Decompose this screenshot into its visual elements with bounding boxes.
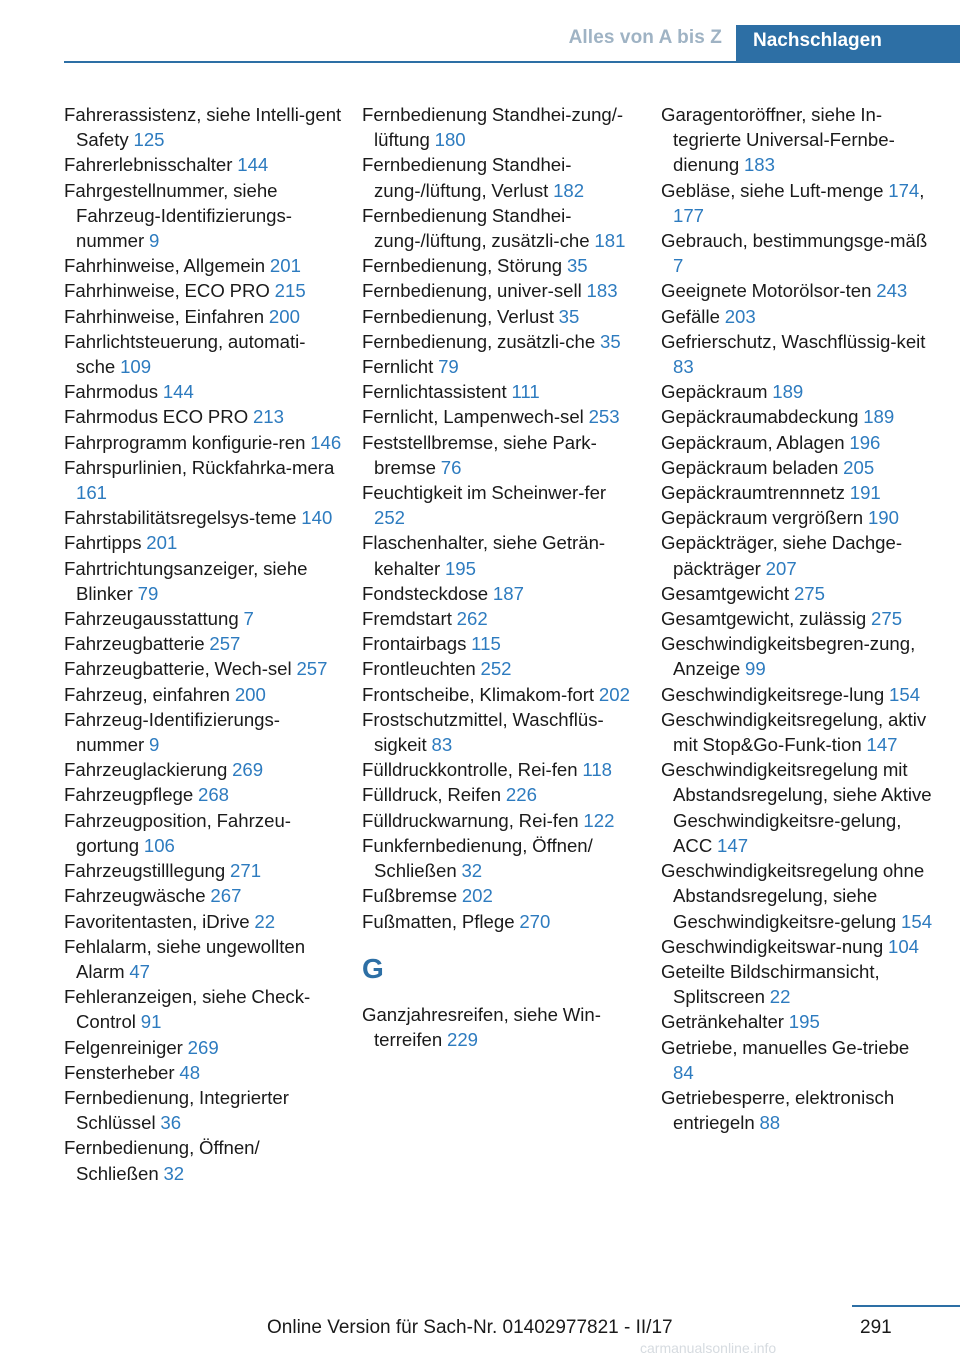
index-entry <box>64 1135 342 1185</box>
index-term: Fehleranzeigen, siehe Check-Control <box>64 986 311 1033</box>
index-entry <box>661 631 933 681</box>
footer-rule <box>852 1305 960 1307</box>
index-entry <box>661 278 933 303</box>
page-reference-link[interactable]: 36 <box>160 1112 182 1134</box>
index-term: Geschwindigkeitsregelung ohne Abstandsregelung, siehe Geschwindigkeitsre-gelung <box>661 860 925 932</box>
index-entry <box>64 707 342 757</box>
index-term: Fahrtrichtungsanzeiger, siehe Blinker <box>64 557 308 604</box>
index-term: Fernlicht <box>362 356 434 378</box>
index-term: Gepäckraumabdeckung <box>661 406 859 428</box>
page-reference-link[interactable]: 202 <box>461 885 493 907</box>
index-term: Favoritentasten, iDrive <box>64 910 250 932</box>
page-reference-link[interactable]: 106 <box>143 834 175 856</box>
index-entry <box>64 253 342 278</box>
index-entry <box>64 278 342 303</box>
page-reference-link[interactable]: 275 <box>793 582 825 604</box>
index-entry <box>661 707 933 757</box>
index-term: Frostschutzmittel, Waschflüs-sigkeit <box>362 708 604 756</box>
index-term: Gesamtgewicht, zulässig <box>661 608 867 630</box>
index-entry <box>661 1035 933 1085</box>
index-letter-g: G <box>362 952 384 984</box>
page-reference-link[interactable]: 257 <box>209 633 241 655</box>
page-reference-link[interactable]: 226 <box>505 784 537 806</box>
index-term: Frontscheibe, Klimakom-fort <box>362 683 595 705</box>
index-entry <box>661 304 933 329</box>
page-reference-link[interactable]: 196 <box>849 431 881 453</box>
page-reference-link[interactable]: 203 <box>724 305 756 327</box>
index-entry <box>362 782 640 807</box>
index-entry <box>64 102 342 152</box>
index-term: Fahrlichtsteuerung, automati-sche <box>64 330 306 378</box>
index-term: Gepäckraumtrennnetz <box>661 482 845 504</box>
index-term: Fremdstart <box>362 608 452 630</box>
index-term: Gesamtgewicht <box>661 582 790 604</box>
page-reference-link[interactable]: 275 <box>871 608 903 630</box>
index-term: Fahrzeugpflege <box>64 784 194 806</box>
index-entry <box>661 505 933 530</box>
page-reference-link[interactable]: 144 <box>162 381 194 403</box>
index-entry <box>661 329 933 379</box>
index-term: Fahrzeugwäsche <box>64 885 206 907</box>
index-entry <box>64 631 342 656</box>
index-entry <box>64 505 342 530</box>
index-entry <box>64 304 342 329</box>
index-term: Fahrhinweise, Einfahren <box>64 305 265 327</box>
page-reference-link[interactable]: 180 <box>434 129 466 151</box>
page-reference-link[interactable]: 253 <box>588 406 620 428</box>
index-entry <box>661 404 933 429</box>
index-entry <box>64 1035 342 1060</box>
index-term: Gepäckraum beladen <box>661 456 839 478</box>
index-term: Fernbedienung, univer-sell <box>362 280 582 302</box>
index-entry <box>64 1060 342 1085</box>
page-reference-link[interactable]: 35 <box>566 255 588 277</box>
page-reference-link[interactable]: 161 <box>76 482 108 504</box>
index-term: Fülldruck, Reifen <box>362 784 502 806</box>
page-reference-link[interactable]: 83 <box>431 734 453 756</box>
page-reference-link[interactable]: 269 <box>232 759 264 781</box>
page-reference-link[interactable]: 118 <box>582 759 613 781</box>
page-reference-link[interactable]: 201 <box>269 255 301 277</box>
index-entry <box>64 178 342 254</box>
index-entry <box>661 228 933 278</box>
index-term: Feststellbremse, siehe Park-bremse <box>362 431 597 478</box>
page-reference-link[interactable]: 7 <box>243 608 254 630</box>
index-entry <box>64 984 342 1034</box>
index-term: Fahrtipps <box>64 532 142 554</box>
page-reference-link[interactable]: 83 <box>673 356 694 378</box>
page-reference-link[interactable]: 182 <box>553 179 585 201</box>
index-term: Fernlichtassistent <box>362 381 507 403</box>
index-entry <box>64 530 342 555</box>
index-entry <box>64 656 342 681</box>
index-entry <box>362 379 640 404</box>
page-reference-link[interactable]: 147 <box>866 734 898 756</box>
index-entry <box>661 606 933 631</box>
index-entry <box>362 203 640 253</box>
index-term: Fahrzeugposition, Fahrzeu-gortung <box>64 809 291 856</box>
index-term: Fahrzeug-Identifizierungs-nummer <box>64 708 280 756</box>
page-reference-link[interactable]: 7 <box>673 255 684 277</box>
index-entry <box>362 682 640 707</box>
index-entry <box>362 833 640 883</box>
page-reference-link[interactable]: 115 <box>471 633 501 655</box>
index-term: Getriebesperre, elektronisch entriegeln <box>661 1086 895 1134</box>
page-reference-link[interactable]: 22 <box>254 910 276 932</box>
index-term: Gepäckraum vergrößern <box>661 507 864 529</box>
index-term: Fahrmodus ECO PRO <box>64 406 249 428</box>
index-column-2 <box>362 102 640 1052</box>
index-term: Fahrprogramm konfigurie-ren <box>64 431 306 453</box>
index-term: Fußmatten, Pflege <box>362 910 515 932</box>
index-term: Gebrauch, bestimmungsge-mäß <box>661 230 928 252</box>
index-entry <box>661 430 933 455</box>
index-entry <box>64 909 342 934</box>
index-term: Fernbedienung, zusätzli-che <box>362 330 596 352</box>
page-reference-link[interactable]: 270 <box>519 910 551 932</box>
index-column-3 <box>661 102 933 1135</box>
page-reference-link[interactable]: 84 <box>673 1061 694 1083</box>
index-entry <box>64 606 342 631</box>
page-reference-link[interactable]: 35 <box>558 305 580 327</box>
index-entry <box>362 707 640 757</box>
index-entry <box>64 152 342 177</box>
page-reference-link[interactable]: 109 <box>120 356 152 378</box>
index-term: Fernbedienung, Störung <box>362 255 563 277</box>
online-version-note: Online Version für Sach-Nr. 01402977821 - II/17 <box>267 1317 673 1338</box>
index-term: Gepäckraum <box>661 381 768 403</box>
index-term: Fahrerassistenz, siehe Intelli-gent Safety <box>64 104 342 151</box>
page-header <box>0 0 960 64</box>
index-term: Gefrierschutz, Waschflüssig-keit <box>661 330 926 352</box>
index-term: Fahrstabilitätsregelsys-teme <box>64 507 297 529</box>
index-term: Fahrzeugbatterie <box>64 633 205 655</box>
page-reference-link[interactable]: 229 <box>447 1028 479 1050</box>
page-reference-link[interactable]: 9 <box>148 230 160 252</box>
index-entry <box>661 102 933 178</box>
index-term: Getränkehalter <box>661 1011 784 1033</box>
page-reference-link[interactable]: 146 <box>310 431 342 453</box>
g-entries <box>362 1002 640 1052</box>
index-entry <box>362 606 640 631</box>
index-entry <box>64 404 342 429</box>
page-reference-link[interactable]: 215 <box>274 280 306 302</box>
index-entry <box>362 909 640 934</box>
index-entry <box>362 480 640 530</box>
index-term: Geeignete Motorölsor-ten <box>661 280 872 302</box>
page-reference-link[interactable]: 88 <box>759 1112 781 1134</box>
index-term: Fernbedienung Standhei-zung-/lüftung, zusätzli-che <box>362 204 590 252</box>
index-term: Fahrzeugausstattung <box>64 608 239 630</box>
page-reference-link[interactable]: 257 <box>296 658 328 680</box>
index-term: Fahrspurlinien, Rückfahrka-mera <box>64 456 335 478</box>
page-reference-link[interactable]: 22 <box>769 986 791 1008</box>
page-reference-link[interactable]: 183 <box>586 280 618 302</box>
page-reference-link[interactable]: 269 <box>187 1036 219 1058</box>
index-entry <box>362 631 640 656</box>
index-term: Fensterheber <box>64 1061 175 1083</box>
page-reference-link[interactable]: 122 <box>583 809 615 831</box>
index-term: Fahrgestellnummer, siehe Fahrzeug-Identifizierungs-nummer <box>64 179 292 252</box>
index-term: Geschwindigkeitsregelung mit Abstandsregelung, siehe Aktive Geschwindigkeitsre-gelung, ACC <box>661 759 932 856</box>
page-reference-link[interactable]: 201 <box>146 532 178 554</box>
index-entry <box>64 858 342 883</box>
index-term: Fernbedienung, Öffnen/ Schließen <box>64 1137 260 1184</box>
index-entry <box>661 581 933 606</box>
index-entry <box>362 102 640 152</box>
index-term: Getriebe, manuelles Ge-triebe <box>661 1036 910 1058</box>
index-term: Flaschenhalter, siehe Geträn-kehalter <box>362 532 606 579</box>
index-term: Fahrhinweise, Allgemein <box>64 255 266 277</box>
page-reference-link[interactable]: 32 <box>163 1162 185 1184</box>
index-entry <box>362 656 640 681</box>
page-reference-link[interactable]: 205 <box>843 456 875 478</box>
index-term: Fahrmodus <box>64 381 159 403</box>
chapter-tab: Nachschlagen <box>736 25 960 63</box>
page-reference-link[interactable]: 195 <box>444 557 476 579</box>
header-rule <box>64 61 736 63</box>
index-entry <box>64 682 342 707</box>
index-entry <box>661 1085 933 1135</box>
index-entry <box>362 404 640 429</box>
index-entry <box>362 430 640 480</box>
page-reference-link[interactable]: 35 <box>599 330 621 352</box>
index-term: Garagentoröffner, siehe In-tegrierte Universal-Fernbe-dienung <box>661 104 895 176</box>
page-reference-link[interactable]: 267 <box>210 885 242 907</box>
index-entry <box>661 530 933 580</box>
index-term: Fernbedienung Standhei-zung-/lüftung, Verlust <box>362 154 572 201</box>
index-entry <box>661 959 933 1009</box>
index-term: Gepäckraum, Ablagen <box>661 431 845 453</box>
index-term: Fernbedienung, Verlust <box>362 305 554 327</box>
page-reference-link[interactable]: 99 <box>744 658 766 680</box>
page-reference-link[interactable]: 200 <box>234 683 266 705</box>
index-entry <box>64 934 342 984</box>
index-entry <box>661 934 933 959</box>
index-entry <box>362 354 640 379</box>
index-term: Fahrhinweise, ECO PRO <box>64 280 270 302</box>
page-reference-link[interactable]: 125 <box>133 129 165 151</box>
index-entry <box>64 808 342 858</box>
index-term: Fahrzeugbatterie, Wech-sel <box>64 658 292 680</box>
page-reference-link[interactable]: 243 <box>876 280 908 302</box>
index-term: Fernbedienung, Integrierter Schlüssel <box>64 1086 289 1134</box>
page-reference-link[interactable]: 79 <box>438 356 459 378</box>
page-reference-link[interactable]: 104 <box>887 935 920 957</box>
page-reference-link[interactable]: 144 <box>237 154 269 176</box>
page-reference-link[interactable]: 181 <box>594 230 626 252</box>
index-entry <box>64 782 342 807</box>
index-term: Geschwindigkeitsregelung, aktiv mit Stop&Go-Funk-tion <box>661 708 927 756</box>
index-term: Ganzjahresreifen, siehe Win-terreifen <box>362 1003 601 1050</box>
index-entry <box>362 278 640 303</box>
page-reference-link[interactable]: 76 <box>440 456 462 478</box>
index-entry <box>64 883 342 908</box>
index-term: Geschwindigkeitsrege-lung <box>661 683 885 705</box>
index-column-1 <box>64 102 342 1186</box>
page-reference-link[interactable]: 140 <box>301 507 333 529</box>
page-number: 291 <box>860 1317 892 1338</box>
index-term: Fahrzeugstilllegung <box>64 860 226 882</box>
page-reference-link[interactable]: 252 <box>480 658 512 680</box>
page-reference-link[interactable]: 183 <box>743 154 775 176</box>
index-entry <box>362 329 640 354</box>
page-reference-link[interactable]: 47 <box>129 960 151 982</box>
index-term: Fahrzeug, einfahren <box>64 683 231 705</box>
index-entry <box>661 858 933 934</box>
f-entries-continued <box>362 102 640 934</box>
index-term: Fernbedienung Standhei-zung/-lüftung <box>362 104 624 151</box>
index-term: Gepäckträger, siehe Dachge-päckträger <box>661 532 903 579</box>
index-term: Fahrerlebnisschalter <box>64 154 233 176</box>
index-entry <box>362 304 640 329</box>
index-term: Gefälle <box>661 305 720 327</box>
index-entry <box>64 757 342 782</box>
index-term: Geschwindigkeitswar-nung <box>661 935 884 957</box>
index-entry <box>362 581 640 606</box>
index-entry <box>64 379 342 404</box>
index-term: Fülldruckkontrolle, Rei-fen <box>362 759 578 781</box>
index-entry <box>362 808 640 833</box>
index-entry <box>64 556 342 606</box>
page-reference-link[interactable]: 189 <box>772 381 804 403</box>
index-term: Geteilte Bildschirmansicht, Splitscreen <box>661 960 880 1008</box>
page-reference-link[interactable]: 147 <box>717 834 749 856</box>
index-term: Frontleuchten <box>362 658 476 680</box>
index-term: Fußbremse <box>362 885 458 907</box>
index-term: Feuchtigkeit im Scheinwer-fer <box>362 482 607 504</box>
index-entry <box>661 379 933 404</box>
index-entry <box>64 1085 342 1135</box>
index-term: Funkfernbedienung, Öffnen/ Schließen <box>362 834 593 882</box>
index-entry <box>64 430 342 455</box>
index-entry <box>362 1002 640 1052</box>
page-reference-link[interactable]: 191 <box>849 482 881 504</box>
index-entry <box>64 329 342 379</box>
index-entry <box>661 1009 933 1034</box>
index-entry <box>362 757 640 782</box>
index-entry <box>362 883 640 908</box>
watermark: carmanualsonline.info <box>640 1340 777 1356</box>
page-reference-link[interactable]: 91 <box>140 1011 162 1033</box>
page-reference-link[interactable]: 200 <box>268 305 300 327</box>
index-entry <box>362 253 640 278</box>
index-term: Fülldruckwarnung, Rei-fen <box>362 809 579 831</box>
page-reference-link[interactable]: 207 <box>765 557 797 579</box>
page-reference-link[interactable]: 154 <box>889 683 921 705</box>
index-term: Fahrzeuglackierung <box>64 759 228 781</box>
index-term: Fernlicht, Lampenwech-sel <box>362 406 584 428</box>
page-reference-link[interactable]: 189 <box>863 406 895 428</box>
page-reference-link[interactable]: 190 <box>867 507 899 529</box>
index-entry <box>661 480 933 505</box>
page-reference-link[interactable]: 271 <box>230 860 262 882</box>
index-term: Fehlalarm, siehe ungewollten Alarm <box>64 935 306 982</box>
page-reference-link[interactable]: 202 <box>598 683 630 705</box>
index-entry <box>661 682 933 707</box>
page-reference-link[interactable]: 32 <box>461 860 483 882</box>
page-reference-link[interactable]: 9 <box>148 734 160 756</box>
page-reference-link[interactable]: 187 <box>492 582 524 604</box>
index-entry <box>362 530 640 580</box>
index-entry <box>661 757 933 858</box>
page-reference-link[interactable]: 154 <box>901 910 933 932</box>
page-reference-link[interactable]: 213 <box>252 406 284 428</box>
page-reference-link[interactable]: 262 <box>456 608 488 630</box>
index-entry <box>64 455 342 505</box>
index-term: Fondsteckdose <box>362 582 489 604</box>
index-entry <box>362 152 640 202</box>
index-term: Frontairbags <box>362 633 467 655</box>
page-reference-link[interactable]: 48 <box>179 1061 201 1083</box>
index-term: Geschwindigkeitsbegren-zung, Anzeige <box>661 633 916 680</box>
page-reference-link[interactable]: 111 <box>511 381 540 403</box>
section-title: Alles von A bis Z <box>568 27 722 48</box>
index-entry <box>661 455 933 480</box>
page-reference-link[interactable]: 177 <box>673 204 705 226</box>
page-reference-link[interactable]: 252 <box>374 507 406 529</box>
index-term: Felgenreiniger <box>64 1036 183 1058</box>
index-entry: Gebläse, siehe Luft-menge 174, 177 <box>661 179 925 226</box>
page-reference-link[interactable]: 79 <box>137 582 159 604</box>
page-reference-link[interactable]: 195 <box>788 1011 820 1033</box>
page-reference-link[interactable]: 174 <box>888 179 920 201</box>
page-reference-link[interactable]: 268 <box>198 784 230 806</box>
index-term: Gebläse, siehe Luft-menge <box>661 179 884 201</box>
